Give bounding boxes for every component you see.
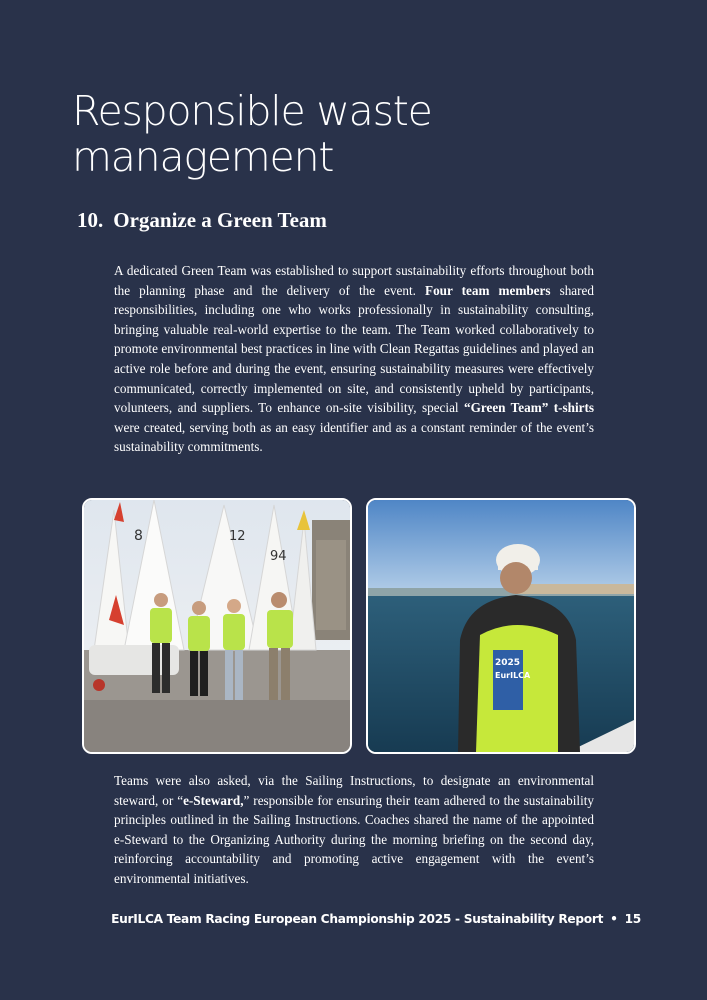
sail-number: 8 — [134, 528, 143, 544]
photo-green-team-group — [82, 498, 352, 754]
page-title — [72, 88, 632, 180]
page-number: 15 — [624, 912, 641, 926]
bold-text-run: e-Steward, — [183, 792, 244, 808]
photo-green-team-member-sea-image — [368, 500, 634, 752]
section-heading — [77, 208, 327, 233]
text-run: Teams were also asked, via the Sailing Instructions, to designate an environmental steward, or “ — [114, 773, 594, 808]
section-number: 10. — [77, 208, 104, 232]
sail-number: 94 — [270, 549, 287, 564]
page-footer — [111, 912, 641, 926]
bold-text-run: “Green Team” t-shirts — [464, 400, 594, 416]
vest-logo-text: EurILCA — [495, 671, 531, 680]
photo-green-team-group-image — [84, 500, 350, 752]
footer-separator: • — [610, 912, 618, 926]
page-title-line-1: Responsible waste — [72, 87, 432, 135]
paragraph-e-steward — [114, 771, 594, 889]
section-heading-text: Organize a Green Team — [113, 208, 327, 232]
vest-logo-text: 2025 — [495, 658, 521, 668]
page-title-line-2: management — [72, 133, 334, 181]
photo-green-team-member-sea — [366, 498, 636, 754]
text-run: were created, serving both as an easy identifier and as a constant reminder of the event’s sustainability commitments. — [114, 419, 594, 455]
bold-text-run: Four team members — [425, 282, 551, 298]
text-run: A dedicated Green Team was established to support sustainability efforts throughout both the planning phase and the delivery of the event. — [114, 263, 594, 298]
sail-number: 12 — [229, 529, 246, 544]
text-run: shared responsibilities, including one who works professionally in sustainability consulting, bringing valuable real-world expertise to the team. The Team worked collaboratively to promote environmental best practices in line with Clean Regattas guidelines and played an active role before and during the event, ensuring sustainability measures were effectively communicated, correctly implemented on site, and consistently upheld by participants, volunteers, and suppliers. To enhance on-site visibility, special — [114, 282, 594, 416]
text-run: ” responsible for ensuring their team adhered to the sustainability principles outlined in the Sailing Instructions. Coaches shared the name of the appointed e-Steward to the Organizing Authority during the morning briefing on the second day, reinforcing accountability and promoting active engagement with the event’s environmental initiatives. — [114, 792, 595, 886]
footer-report-title: EurILCA Team Racing European Championship 2025 - Sustainability Report — [111, 912, 604, 926]
paragraph-green-team — [114, 261, 594, 457]
